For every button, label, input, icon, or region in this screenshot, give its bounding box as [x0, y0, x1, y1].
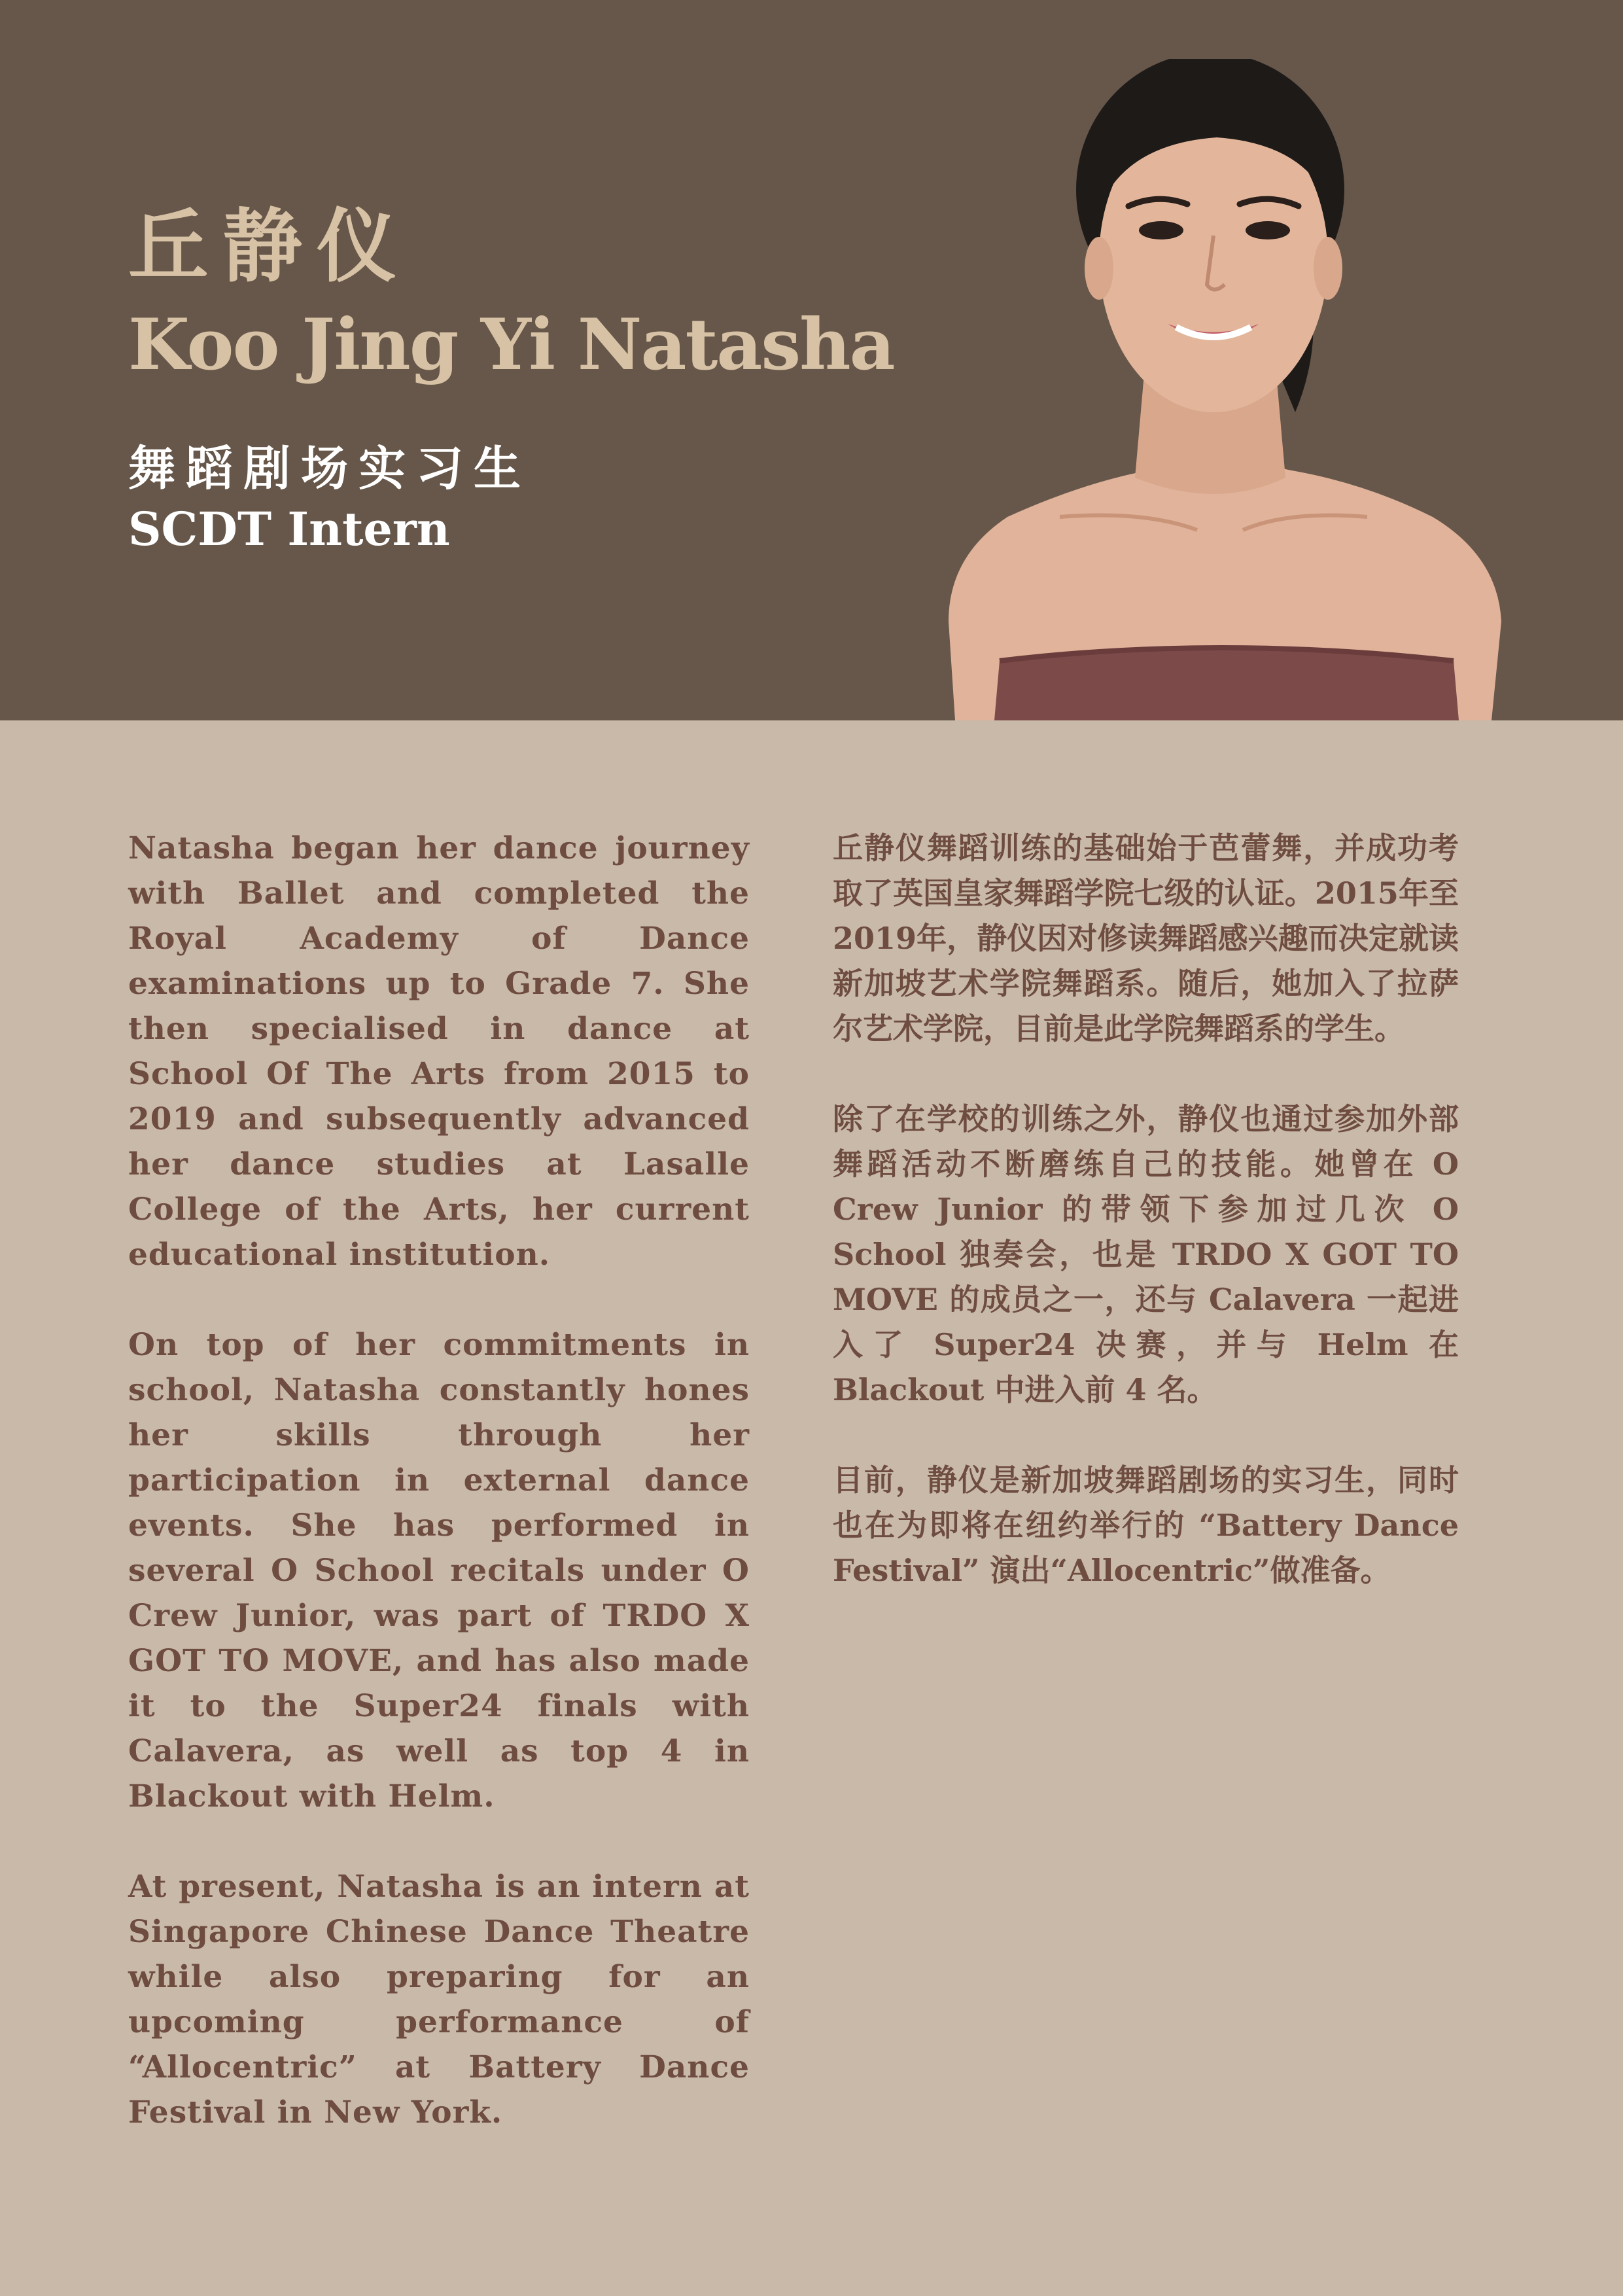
bio-english-paragraph-1: Natasha began her dance journey with Ballet and completed the Royal Academy of Dance examinations up to Grade 7. She then specialised in dance at School Of The Arts from 2015 to 2019 and subsequently advanced her dance studies at Lasalle College of the Arts, her current educational institution. [128, 830, 750, 1273]
bio-chinese-paragraph-3: 目前，静仪是新加坡舞蹈剧场的实习生，同时也在为即将在纽约举行的 “Battery Dance Festival” 演出“Allocentric”做准备。 [833, 1462, 1459, 1588]
bio-english [128, 826, 750, 2180]
english-role: SCDT Intern [128, 502, 450, 556]
bio-chinese-paragraph-2: 除了在学校的训练之外，静仪也通过参加外部舞蹈活动不断磨练自己的技能。她曾在 O Crew Junior 的带领下参加过几次 O School 独奏会，也是 TRDO X GOT TO MOVE 的成员之一，还与 Calavera 一起进入了 Super24 决赛，并与 Helm 在 Blackout 中进入前 4 名。 [833, 1101, 1459, 1407]
bio-chinese [833, 826, 1459, 1638]
portrait-photo [909, 59, 1531, 720]
header-banner [0, 0, 1623, 720]
chinese-name: 丘静仪 [128, 199, 411, 293]
bio-chinese-paragraph-1: 丘静仪舞蹈训练的基础始于芭蕾舞，并成功考取了英国皇家舞蹈学院七级的认证。2015年至2019年，静仪因对修读舞蹈感兴趣而决定就读新加坡艺术学院舞蹈系。随后，她加入了拉萨尔艺术学院，目前是此学院舞蹈系的学生。 [833, 830, 1459, 1046]
bio-english-paragraph-3: At present, Natasha is an intern at Singapore Chinese Dance Theatre while also preparing for an upcoming performance of “Allocentric” at Battery Dance Festival in New York. [128, 1869, 750, 2130]
english-name: Koo Jing Yi Natasha [128, 304, 894, 386]
chinese-role: 舞蹈剧场实习生 [128, 440, 532, 496]
bio-english-paragraph-2: On top of her commitments in school, Natasha constantly hones her skills through her participation in external dance events. She has performed in several O School recitals under O Crew Junior, was part of TRDO X GOT TO MOVE, and has also made it to the Super24 finals with Calavera, as well as top 4 in Blackout with Helm. [128, 1327, 750, 1814]
